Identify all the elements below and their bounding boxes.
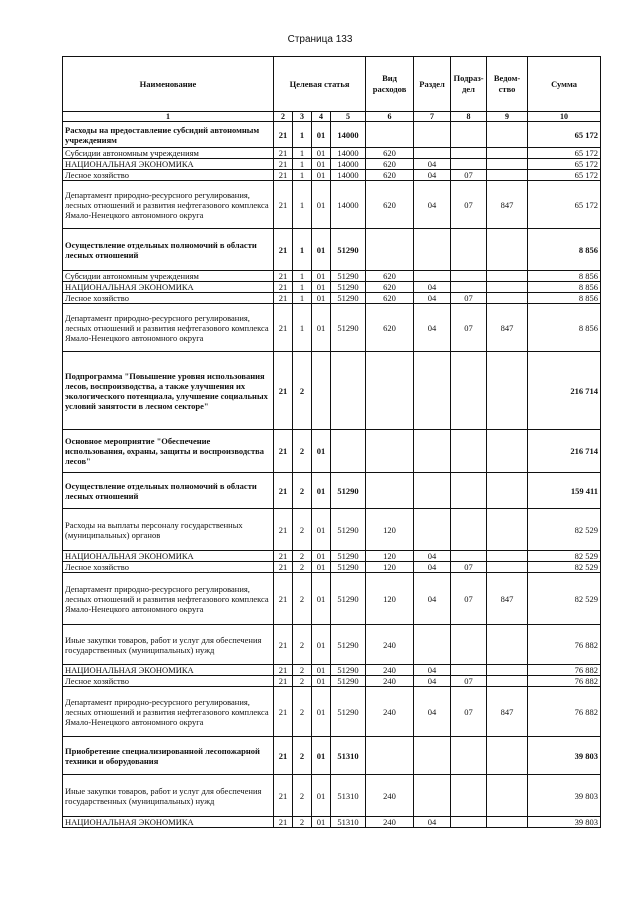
header-department: Ведом-ство [487,57,528,112]
cell-direction: 51290 [331,676,366,687]
cell-subprogram: 2 [293,676,312,687]
cell-department: 847 [487,304,528,352]
cell-direction: 14000 [331,148,366,159]
cell-program: 21 [274,737,293,775]
cell-sum: 76 882 [528,625,601,665]
cell-section [414,229,451,271]
cell-name: НАЦИОНАЛЬНАЯ ЭКОНОМИКА [63,817,274,828]
cell-subprogram: 2 [293,352,312,430]
cell-expense-type: 240 [366,687,414,737]
cell-department [487,737,528,775]
cell-section [414,271,451,282]
cell-name: Департамент природно-ресурсного регулирования, лесных отношений и развития нефтегазового комплекса Ямало-Ненецкого автономного округа [63,181,274,229]
cell-subsection [451,430,487,473]
table-row [63,430,601,473]
cell-subsection [451,817,487,828]
cell-direction: 14000 [331,181,366,229]
cell-sum: 65 172 [528,122,601,148]
cell-subprogram: 2 [293,551,312,562]
cell-direction: 51290 [331,282,366,293]
cell-subprogram: 2 [293,687,312,737]
cell-sum: 65 172 [528,159,601,170]
cell-expense-type: 120 [366,551,414,562]
table-row [63,573,601,625]
cell-activity: 01 [312,293,331,304]
cell-sum: 8 856 [528,304,601,352]
cell-subsection [451,122,487,148]
cell-section: 04 [414,551,451,562]
cell-department: 847 [487,573,528,625]
cell-section: 04 [414,665,451,676]
table-row [63,170,601,181]
cell-sum: 76 882 [528,676,601,687]
cell-name: Субсидии автономным учреждениям [63,271,274,282]
table-row [63,665,601,676]
cell-program: 21 [274,181,293,229]
cell-subsection [451,271,487,282]
cell-program: 21 [274,551,293,562]
cell-department [487,229,528,271]
cell-subprogram: 2 [293,775,312,817]
cell-sum: 65 172 [528,170,601,181]
cell-subsection: 07 [451,562,487,573]
table-row [63,282,601,293]
cell-subprogram: 2 [293,430,312,473]
cell-expense-type [366,473,414,509]
cell-subsection: 07 [451,573,487,625]
cell-activity: 01 [312,665,331,676]
cell-direction: 14000 [331,170,366,181]
page-header: Страница 133 [287,34,353,45]
cell-expense-type: 240 [366,665,414,676]
cell-section: 04 [414,293,451,304]
table-row [63,181,601,229]
cell-program: 21 [274,170,293,181]
cell-subsection [451,148,487,159]
cell-activity: 01 [312,181,331,229]
cell-expense-type [366,122,414,148]
cell-department [487,509,528,551]
table-row [63,352,601,430]
cell-expense-type: 120 [366,573,414,625]
cell-sum: 82 529 [528,562,601,573]
table-row [63,687,601,737]
cell-sum: 159 411 [528,473,601,509]
table-row [63,271,601,282]
cell-name: Расходы на выплаты персоналу государственных (муниципальных) органов [63,509,274,551]
cell-activity: 01 [312,551,331,562]
cell-direction: 51290 [331,625,366,665]
table-header-row [63,57,601,112]
cell-name: НАЦИОНАЛЬНАЯ ЭКОНОМИКА [63,665,274,676]
cell-subsection: 07 [451,170,487,181]
cell-activity: 01 [312,282,331,293]
cell-subprogram: 1 [293,229,312,271]
cell-section [414,148,451,159]
cell-expense-type: 620 [366,304,414,352]
cell-sum: 8 856 [528,282,601,293]
cell-section [414,430,451,473]
cell-expense-type: 620 [366,159,414,170]
cell-subprogram: 1 [293,122,312,148]
cell-activity: 01 [312,229,331,271]
cell-subprogram: 2 [293,817,312,828]
cell-section: 04 [414,676,451,687]
cell-department [487,293,528,304]
cell-subsection [451,551,487,562]
cell-expense-type: 620 [366,170,414,181]
cell-direction: 51310 [331,737,366,775]
cell-subprogram: 2 [293,562,312,573]
cell-name: Иные закупки товаров, работ и услуг для обеспечения государственных (муниципальных) нужд [63,625,274,665]
cell-section: 04 [414,817,451,828]
cell-department [487,430,528,473]
cell-expense-type: 120 [366,509,414,551]
cell-activity: 01 [312,148,331,159]
cell-name: Расходы на предоставление субсидий автономным учреждениям [63,122,274,148]
cell-activity: 01 [312,170,331,181]
cell-direction: 51290 [331,551,366,562]
cell-program: 21 [274,229,293,271]
cell-sum: 8 856 [528,229,601,271]
cell-expense-type: 120 [366,562,414,573]
cell-program: 21 [274,509,293,551]
cell-name: Лесное хозяйство [63,676,274,687]
cell-program: 21 [274,430,293,473]
cell-subprogram: 2 [293,737,312,775]
cell-subprogram: 2 [293,509,312,551]
cell-program: 21 [274,573,293,625]
table-row [63,562,601,573]
cell-direction: 51290 [331,509,366,551]
cell-expense-type [366,229,414,271]
cell-sum: 82 529 [528,551,601,562]
cell-sum: 8 856 [528,271,601,282]
cell-subprogram: 2 [293,573,312,625]
cell-subsection [451,229,487,271]
cell-program: 21 [274,562,293,573]
cell-name: Приобретение специализированной лесопожарной техники и оборудования [63,737,274,775]
cell-section: 04 [414,170,451,181]
cell-program: 21 [274,665,293,676]
cell-expense-type [366,352,414,430]
cell-direction: 51310 [331,817,366,828]
table-body [63,122,601,828]
column-number: 5 [331,112,366,122]
cell-activity: 01 [312,573,331,625]
cell-direction: 14000 [331,122,366,148]
cell-department [487,271,528,282]
cell-section: 04 [414,159,451,170]
cell-direction: 51290 [331,665,366,676]
cell-program: 21 [274,687,293,737]
cell-subprogram: 1 [293,181,312,229]
table-row [63,676,601,687]
cell-activity: 01 [312,473,331,509]
table-row [63,122,601,148]
cell-program: 21 [274,676,293,687]
header-section: Раздел [414,57,451,112]
cell-name: Субсидии автономным учреждениям [63,148,274,159]
column-number: 3 [293,112,312,122]
cell-direction: 51290 [331,293,366,304]
cell-program: 21 [274,352,293,430]
cell-name: Лесное хозяйство [63,293,274,304]
cell-name: Основное мероприятие "Обеспечение использования, охраны, защиты и воспроизводства лесов" [63,430,274,473]
cell-department [487,159,528,170]
cell-direction: 51290 [331,473,366,509]
cell-expense-type: 240 [366,625,414,665]
cell-program: 21 [274,122,293,148]
cell-department [487,148,528,159]
cell-department [487,170,528,181]
cell-activity: 01 [312,676,331,687]
table-row [63,817,601,828]
cell-direction: 51290 [331,562,366,573]
table-row [63,229,601,271]
cell-activity: 01 [312,430,331,473]
cell-department [487,817,528,828]
table-row [63,625,601,665]
budget-table [62,56,601,828]
column-number: 6 [366,112,414,122]
cell-sum: 216 714 [528,430,601,473]
column-number: 9 [487,112,528,122]
cell-subsection [451,473,487,509]
cell-department [487,562,528,573]
cell-program: 21 [274,148,293,159]
cell-subprogram: 1 [293,282,312,293]
cell-name: Осуществление отдельных полномочий в области лесных отношений [63,473,274,509]
cell-program: 21 [274,282,293,293]
cell-section [414,625,451,665]
cell-name: НАЦИОНАЛЬНАЯ ЭКОНОМИКА [63,282,274,293]
cell-name: Департамент природно-ресурсного регулирования, лесных отношений и развития нефтегазового комплекса Ямало-Ненецкого автономного округа [63,573,274,625]
cell-activity: 01 [312,562,331,573]
cell-subsection: 07 [451,676,487,687]
cell-department: 847 [487,181,528,229]
cell-expense-type: 620 [366,293,414,304]
cell-subsection: 07 [451,293,487,304]
cell-subprogram: 1 [293,304,312,352]
cell-direction: 51290 [331,304,366,352]
cell-program: 21 [274,159,293,170]
cell-activity: 01 [312,625,331,665]
cell-name: НАЦИОНАЛЬНАЯ ЭКОНОМИКА [63,551,274,562]
column-number: 7 [414,112,451,122]
cell-subsection: 07 [451,304,487,352]
table-row [63,775,601,817]
cell-program: 21 [274,293,293,304]
cell-section: 04 [414,282,451,293]
table-row [63,473,601,509]
cell-direction: 51310 [331,775,366,817]
cell-subsection [451,509,487,551]
cell-subsection [451,282,487,293]
cell-subsection [451,665,487,676]
cell-department [487,122,528,148]
cell-activity [312,352,331,430]
column-number: 8 [451,112,487,122]
cell-subsection [451,159,487,170]
cell-section: 04 [414,573,451,625]
cell-name: Иные закупки товаров, работ и услуг для обеспечения государственных (муниципальных) нужд [63,775,274,817]
cell-section: 04 [414,562,451,573]
cell-activity: 01 [312,159,331,170]
cell-sum: 82 529 [528,573,601,625]
table-row [63,551,601,562]
cell-section: 04 [414,687,451,737]
cell-activity: 01 [312,737,331,775]
cell-direction: 51290 [331,229,366,271]
cell-department [487,625,528,665]
table-row [63,304,601,352]
cell-department [487,665,528,676]
cell-subsection: 07 [451,181,487,229]
cell-sum: 39 803 [528,817,601,828]
cell-expense-type: 240 [366,676,414,687]
cell-subprogram: 2 [293,625,312,665]
cell-expense-type: 240 [366,775,414,817]
cell-name: НАЦИОНАЛЬНАЯ ЭКОНОМИКА [63,159,274,170]
cell-section [414,473,451,509]
cell-direction: 14000 [331,159,366,170]
cell-sum: 39 803 [528,737,601,775]
cell-program: 21 [274,775,293,817]
cell-section [414,509,451,551]
column-number: 4 [312,112,331,122]
cell-sum: 65 172 [528,181,601,229]
column-number-row [63,112,601,122]
cell-subsection [451,625,487,665]
cell-activity: 01 [312,304,331,352]
cell-department [487,775,528,817]
cell-section [414,352,451,430]
cell-direction [331,430,366,473]
table-row [63,148,601,159]
cell-program: 21 [274,817,293,828]
cell-name: Лесное хозяйство [63,562,274,573]
cell-section [414,775,451,817]
cell-activity: 01 [312,687,331,737]
cell-subprogram: 1 [293,170,312,181]
cell-sum: 82 529 [528,509,601,551]
cell-direction: 51290 [331,687,366,737]
column-number: 1 [63,112,274,122]
cell-sum: 8 856 [528,293,601,304]
cell-expense-type [366,430,414,473]
header-name: Наименование [63,57,274,112]
header-expense-type: Вид расходов [366,57,414,112]
cell-name: Департамент природно-ресурсного регулирования, лесных отношений и развития нефтегазового комплекса Ямало-Ненецкого автономного округа [63,687,274,737]
cell-expense-type [366,737,414,775]
cell-subprogram: 1 [293,148,312,159]
table-row [63,509,601,551]
cell-program: 21 [274,473,293,509]
cell-name: Осуществление отдельных полномочий в области лесных отношений [63,229,274,271]
cell-subprogram: 2 [293,665,312,676]
cell-department [487,676,528,687]
cell-section: 04 [414,304,451,352]
cell-department [487,352,528,430]
cell-section [414,122,451,148]
cell-activity: 01 [312,817,331,828]
cell-subsection [451,775,487,817]
cell-direction [331,352,366,430]
cell-activity: 01 [312,509,331,551]
cell-activity: 01 [312,775,331,817]
cell-name: Подпрограмма "Повышение уровня использования лесов, воспроизводства, а также улучшения их экологического потенциала, улучшение социальных условий занятости в лесном секторе" [63,352,274,430]
cell-subprogram: 1 [293,271,312,282]
cell-sum: 65 172 [528,148,601,159]
cell-direction: 51290 [331,573,366,625]
table-row [63,293,601,304]
cell-name: Департамент природно-ресурсного регулирования, лесных отношений и развития нефтегазового комплекса Ямало-Ненецкого автономного округа [63,304,274,352]
cell-name: Лесное хозяйство [63,170,274,181]
cell-sum: 39 803 [528,775,601,817]
cell-subprogram: 1 [293,293,312,304]
table-row [63,159,601,170]
cell-section: 04 [414,181,451,229]
cell-subsection [451,352,487,430]
cell-activity: 01 [312,122,331,148]
cell-expense-type: 240 [366,817,414,828]
cell-sum: 76 882 [528,665,601,676]
cell-department: 847 [487,687,528,737]
header-sum: Сумма [528,57,601,112]
table-row [63,737,601,775]
cell-direction: 51290 [331,271,366,282]
cell-program: 21 [274,304,293,352]
cell-department [487,551,528,562]
cell-expense-type: 620 [366,271,414,282]
cell-expense-type: 620 [366,181,414,229]
header-target: Целевая статья [274,57,366,112]
cell-section [414,737,451,775]
cell-department [487,473,528,509]
column-number: 10 [528,112,601,122]
cell-expense-type: 620 [366,282,414,293]
cell-sum: 216 714 [528,352,601,430]
cell-department [487,282,528,293]
cell-subprogram: 2 [293,473,312,509]
column-number: 2 [274,112,293,122]
cell-subsection: 07 [451,687,487,737]
cell-subprogram: 1 [293,159,312,170]
cell-sum: 76 882 [528,687,601,737]
cell-program: 21 [274,271,293,282]
cell-activity: 01 [312,271,331,282]
header-subsection: Подраз-дел [451,57,487,112]
cell-program: 21 [274,625,293,665]
cell-subsection [451,737,487,775]
cell-expense-type: 620 [366,148,414,159]
